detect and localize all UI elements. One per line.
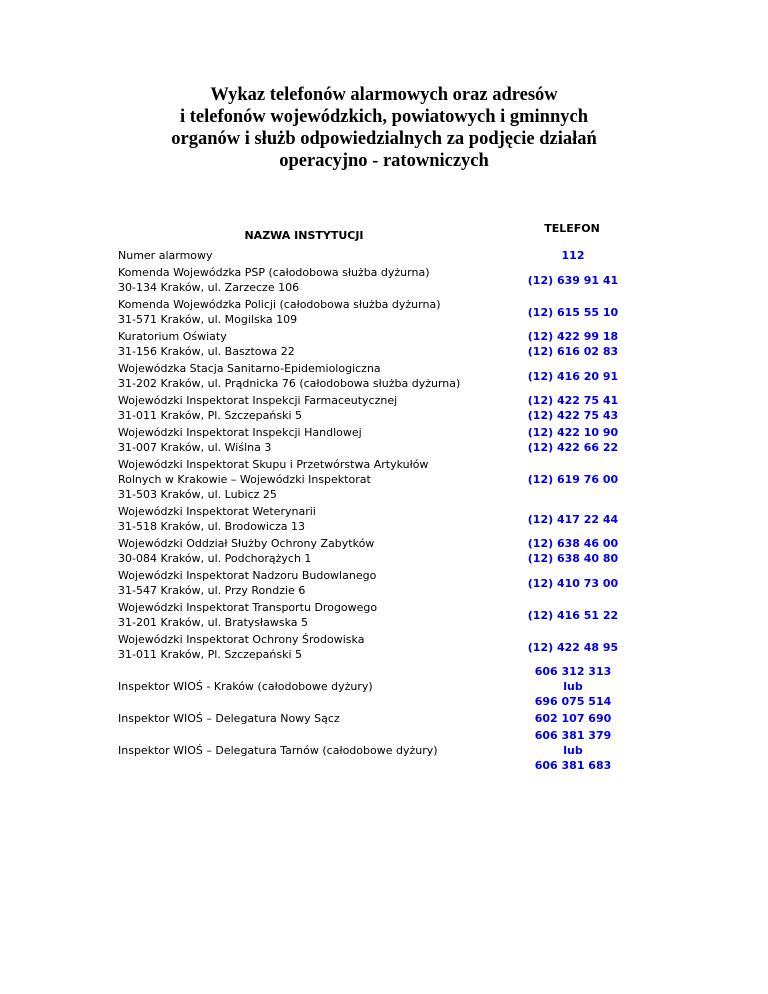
- phone-line: 696 075 514: [534, 695, 612, 708]
- institution-line: Wojewódzki Inspektorat Nadzoru Budowlanego: [118, 569, 377, 582]
- institution-line: 31-156 Kraków, ul. Basztowa 22: [118, 345, 295, 358]
- phone-line: 602 107 690: [534, 712, 612, 725]
- institution-line: Wojewódzki Inspektorat Ochrony Środowiska: [118, 633, 365, 646]
- table-row: [118, 664, 658, 709]
- institution-line: Numer alarmowy: [118, 249, 213, 262]
- title-line: organów i służb odpowiedzialnych za podjęcie działań: [171, 129, 597, 149]
- phone-number: [498, 640, 648, 655]
- phone-line: lub: [563, 744, 583, 757]
- institution-line: Wojewódzki Oddział Służby Ochrony Zabytków: [118, 537, 375, 550]
- institution-name: [118, 600, 498, 630]
- document-title: [110, 84, 658, 172]
- table-row: [118, 297, 658, 327]
- column-header-institution: NAZWA INSTYTUCJI: [244, 229, 364, 242]
- phone-line: (12) 422 10 90: [527, 426, 619, 439]
- table-row: [118, 248, 658, 263]
- phone-line: (12) 417 22 44: [527, 512, 619, 526]
- institution-line: 31-571 Kraków, ul. Mogilska 109: [118, 313, 298, 326]
- institution-line: 31-011 Kraków, Pl. Szczepański 5: [118, 409, 303, 422]
- phone-line: (12) 422 48 95: [527, 640, 619, 654]
- phone-line: (12) 416 51 22: [527, 608, 619, 622]
- phone-line: 606 312 313: [534, 665, 612, 678]
- institution-name: [118, 568, 498, 598]
- institution-line: 31-011 Kraków, Pl. Szczepański 5: [118, 648, 303, 661]
- institution-line: 31-518 Kraków, ul. Brodowicza 13: [118, 520, 306, 533]
- phone-number: [498, 393, 648, 423]
- table-row: [118, 728, 658, 773]
- institution-name: [118, 393, 498, 423]
- institution-name: [118, 297, 498, 327]
- institution-name: [118, 711, 498, 726]
- table-row: [118, 536, 658, 566]
- table-row: [118, 632, 658, 662]
- phone-number: [498, 728, 648, 773]
- institution-name: [118, 425, 498, 455]
- institution-name: [118, 504, 498, 534]
- phone-number: [498, 711, 648, 726]
- institution-line: Wojewódzki Inspektorat Skupu i Przetwórstwa Artykułów: [118, 458, 429, 471]
- table-row: [118, 568, 658, 598]
- title-line: i telefonów wojewódzkich, powiatowych i gminnych: [179, 107, 589, 127]
- institution-line: Komenda Wojewódzka Policji (całodobowa służba dyżurna): [118, 298, 441, 311]
- institution-name: [118, 679, 498, 694]
- institution-name: [118, 265, 498, 295]
- phone-line: (12) 422 75 41: [527, 394, 619, 407]
- phone-number: [498, 608, 648, 623]
- phone-number: [498, 664, 648, 709]
- institution-name: [118, 632, 498, 662]
- institution-line: 30-084 Kraków, ul. Podchorążych 1: [118, 552, 312, 565]
- institution-name: [118, 743, 498, 758]
- institution-name: [118, 361, 498, 391]
- column-header-phone: TELEFON: [544, 222, 600, 235]
- table-row: [118, 504, 658, 534]
- phone-number: [498, 512, 648, 527]
- table-row: [118, 393, 658, 423]
- phone-number: [498, 472, 648, 487]
- phone-line: (12) 638 40 80: [527, 552, 619, 565]
- phone-number: [498, 273, 648, 288]
- institution-line: 31-202 Kraków, ul. Prądnicka 76 (całodobowa służba dyżurna): [118, 377, 461, 390]
- phone-line: (12) 422 99 18: [527, 330, 619, 343]
- institution-line: Inspektor WIOŚ – Delegatura Nowy Sącz: [118, 712, 340, 725]
- phone-line: (12) 422 75 43: [527, 409, 619, 422]
- institution-name: [118, 248, 498, 263]
- table-row: [118, 361, 658, 391]
- institution-name: [118, 536, 498, 566]
- phone-line: 606 381 683: [534, 759, 612, 772]
- phone-line: 112: [561, 249, 585, 262]
- institution-line: 31-547 Kraków, ul. Przy Rondzie 6: [118, 584, 306, 597]
- institution-line: Inspektor WIOŚ – Delegatura Tarnów (całodobowe dyżury): [118, 744, 438, 757]
- phone-line: (12) 639 91 41: [527, 273, 619, 287]
- phone-line: (12) 416 20 91: [527, 369, 619, 383]
- table-row: [118, 711, 658, 726]
- institution-line: Rolnych w Krakowie – Wojewódzki Inspektorat: [118, 473, 371, 486]
- table-row: [118, 600, 658, 630]
- institution-line: Wojewódzki Inspektorat Weterynarii: [118, 505, 316, 518]
- phone-line: (12) 615 55 10: [527, 305, 619, 319]
- phone-number: [498, 248, 648, 263]
- phone-line: (12) 638 46 00: [527, 537, 619, 550]
- institution-line: Wojewódzki Inspektorat Transportu Drogowego: [118, 601, 378, 614]
- phone-line: (12) 616 02 83: [527, 345, 619, 358]
- phone-number: [498, 536, 648, 566]
- phone-number: [498, 576, 648, 591]
- institution-line: Wojewódzki Inspektorat Inspekcji Farmaceutycznej: [118, 394, 398, 407]
- institution-line: 31-503 Kraków, ul. Lubicz 25: [118, 488, 277, 501]
- institution-line: Wojewódzka Stacja Sanitarno-Epidemiologiczna: [118, 362, 381, 375]
- table-row: [118, 457, 658, 502]
- phone-number: [498, 329, 648, 359]
- phone-line: (12) 422 66 22: [527, 441, 619, 454]
- phone-number: [498, 425, 648, 455]
- phone-number: [498, 305, 648, 320]
- phone-line: (12) 410 73 00: [527, 576, 619, 590]
- title-line: operacyjno - ratowniczych: [279, 151, 489, 171]
- institution-line: 31-007 Kraków, ul. Wiślna 3: [118, 441, 272, 454]
- institution-name: [118, 457, 498, 502]
- institution-line: Komenda Wojewódzka PSP (całodobowa służba dyżurna): [118, 266, 430, 279]
- phone-number: [498, 369, 648, 384]
- table-row: [118, 425, 658, 455]
- institution-line: 31-201 Kraków, ul. Bratysławska 5: [118, 616, 309, 629]
- phone-line: lub: [563, 680, 583, 693]
- contacts-table: [118, 248, 658, 775]
- phone-line: 606 381 379: [534, 729, 612, 742]
- table-row: [118, 329, 658, 359]
- institution-name: [118, 329, 498, 359]
- phone-line: (12) 619 76 00: [527, 473, 619, 486]
- institution-line: Inspektor WIOŚ - Kraków (całodobowe dyżury): [118, 680, 373, 693]
- title-line: Wykaz telefonów alarmowych oraz adresów: [210, 85, 558, 105]
- institution-line: Wojewódzki Inspektorat Inspekcji Handlowej: [118, 426, 362, 439]
- table-row: [118, 265, 658, 295]
- institution-line: 30-134 Kraków, ul. Zarzecze 106: [118, 281, 300, 294]
- institution-line: Kuratorium Oświaty: [118, 330, 227, 343]
